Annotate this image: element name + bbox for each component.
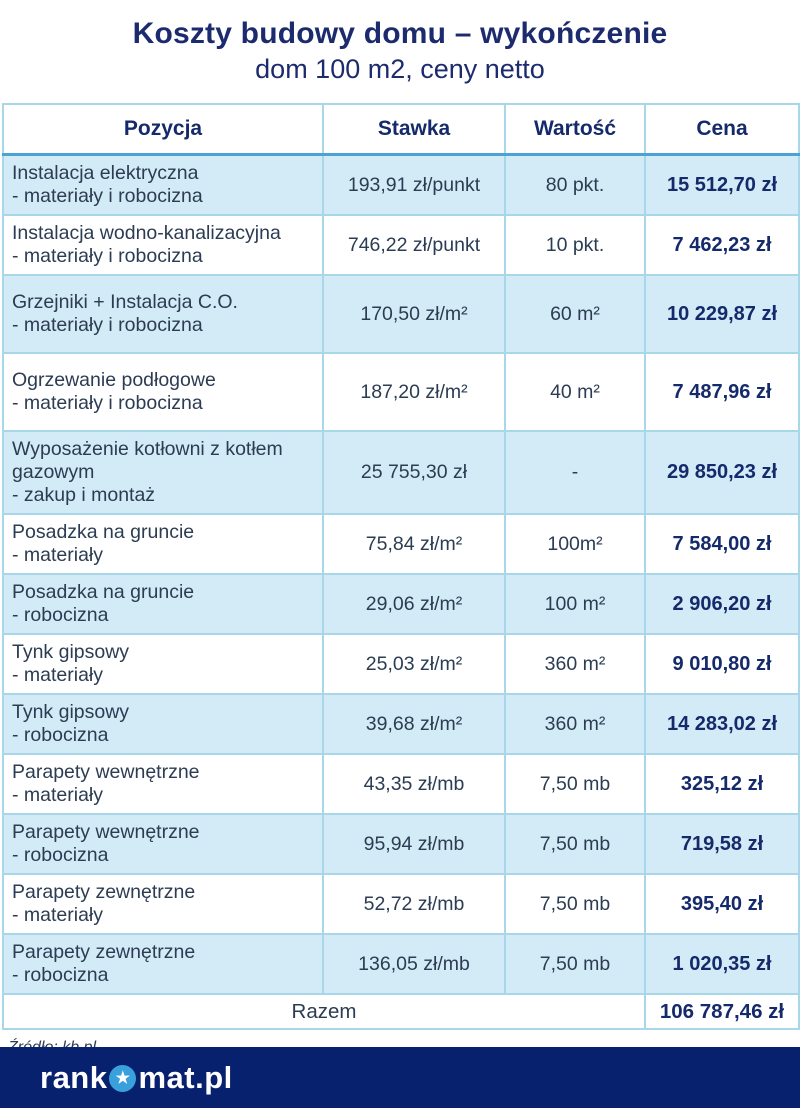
cell-cena: 325,12 zł	[645, 754, 799, 814]
table-body	[3, 155, 799, 995]
cell-stawka: 43,35 zł/mb	[323, 754, 505, 814]
cell-pozycja	[3, 514, 323, 574]
cost-table	[2, 103, 800, 1030]
cell-cena: 14 283,02 zł	[645, 694, 799, 754]
cell-pozycja	[3, 694, 323, 754]
page-header	[0, 0, 800, 85]
column-header-cena: Cena	[645, 104, 799, 155]
column-header-pozycja: Pozycja	[3, 104, 323, 155]
table-header	[3, 104, 799, 155]
item-name: Instalacja wodno-kanalizacyjna	[12, 222, 281, 244]
cell-wartosc: -	[505, 431, 645, 514]
cell-wartosc: 100 m²	[505, 574, 645, 634]
item-detail: - materiały i robocizna	[12, 392, 203, 414]
cell-stawka: 52,72 zł/mb	[323, 874, 505, 934]
cell-stawka: 39,68 zł/m²	[323, 694, 505, 754]
total-row	[3, 994, 799, 1029]
cell-stawka: 25,03 zł/m²	[323, 634, 505, 694]
cell-cena: 7 487,96 zł	[645, 353, 799, 431]
cell-cena: 15 512,70 zł	[645, 155, 799, 216]
table-footer	[3, 994, 799, 1029]
table-row	[3, 514, 799, 574]
item-detail: - robocizna	[12, 964, 109, 986]
cell-wartosc: 7,50 mb	[505, 874, 645, 934]
table-row	[3, 155, 799, 216]
cell-cena: 719,58 zł	[645, 814, 799, 874]
total-value: 106 787,46 zł	[645, 994, 799, 1029]
cell-wartosc: 60 m²	[505, 275, 645, 353]
item-detail: - materiały	[12, 544, 104, 566]
item-detail: - materiały	[12, 784, 104, 806]
item-detail: - zakup i montaż	[12, 484, 156, 506]
cell-stawka: 170,50 zł/m²	[323, 275, 505, 353]
column-header-stawka: Stawka	[323, 104, 505, 155]
table-row	[3, 814, 799, 874]
cell-stawka: 187,20 zł/m²	[323, 353, 505, 431]
item-detail: - robocizna	[12, 844, 109, 866]
cell-pozycja	[3, 934, 323, 994]
item-name: Instalacja elektryczna	[12, 162, 199, 184]
cell-pozycja	[3, 634, 323, 694]
header-row	[3, 104, 799, 155]
table-row	[3, 353, 799, 431]
cell-pozycja	[3, 155, 323, 216]
table-row	[3, 874, 799, 934]
footer-bar	[0, 1047, 800, 1108]
item-name: Parapety zewnętrzne	[12, 941, 196, 963]
item-name: Ogrzewanie podłogowe	[12, 369, 216, 391]
table-row	[3, 754, 799, 814]
cell-cena: 10 229,87 zł	[645, 275, 799, 353]
item-name: Parapety wewnętrzne	[12, 821, 200, 843]
item-detail: - materiały i robocizna	[12, 314, 203, 336]
item-detail: - robocizna	[12, 724, 109, 746]
cell-wartosc: 80 pkt.	[505, 155, 645, 216]
rankomat-logo	[40, 1060, 233, 1096]
cell-pozycja	[3, 275, 323, 353]
star-icon	[109, 1065, 136, 1092]
item-name: Parapety wewnętrzne	[12, 761, 200, 783]
cell-cena: 9 010,80 zł	[645, 634, 799, 694]
cell-pozycja	[3, 353, 323, 431]
item-detail: - materiały	[12, 664, 104, 686]
cell-cena: 2 906,20 zł	[645, 574, 799, 634]
cell-cena: 29 850,23 zł	[645, 431, 799, 514]
page-subtitle: dom 100 m2, ceny netto	[255, 54, 545, 84]
item-detail: - materiały i robocizna	[12, 185, 203, 207]
cell-cena: 395,40 zł	[645, 874, 799, 934]
star-glyph: ★	[115, 1069, 131, 1087]
page-title: Koszty budowy domu – wykończenie	[132, 17, 668, 50]
cell-stawka: 193,91 zł/punkt	[323, 155, 505, 216]
table-row	[3, 574, 799, 634]
table-row	[3, 431, 799, 514]
table-row	[3, 275, 799, 353]
cell-cena: 1 020,35 zł	[645, 934, 799, 994]
item-detail: - materiały i robocizna	[12, 245, 203, 267]
item-name: Wyposażenie kotłowni z kotłem gazowym	[12, 438, 283, 483]
total-label: Razem	[3, 994, 645, 1029]
item-name: Posadzka na gruncie	[12, 521, 195, 543]
column-header-wartosc: Wartość	[505, 104, 645, 155]
cell-wartosc: 100m²	[505, 514, 645, 574]
table-row	[3, 934, 799, 994]
cell-stawka: 29,06 zł/m²	[323, 574, 505, 634]
cell-pozycja	[3, 814, 323, 874]
cell-pozycja	[3, 874, 323, 934]
cell-pozycja	[3, 215, 323, 275]
table-row	[3, 634, 799, 694]
cell-wartosc: 10 pkt.	[505, 215, 645, 275]
item-name: Grzejniki + Instalacja C.O.	[12, 291, 238, 313]
cell-stawka: 95,94 zł/mb	[323, 814, 505, 874]
item-name: Tynk gipsowy	[12, 641, 130, 663]
item-name: Parapety zewnętrzne	[12, 881, 196, 903]
item-name: Posadzka na gruncie	[12, 581, 195, 603]
item-detail: - materiały	[12, 904, 104, 926]
cell-stawka: 746,22 zł/punkt	[323, 215, 505, 275]
cell-stawka: 25 755,30 zł	[323, 431, 505, 514]
logo-text-suffix: mat.pl	[138, 1059, 233, 1095]
cell-wartosc: 7,50 mb	[505, 814, 645, 874]
cell-wartosc: 40 m²	[505, 353, 645, 431]
cell-wartosc: 7,50 mb	[505, 934, 645, 994]
cell-cena: 7 584,00 zł	[645, 514, 799, 574]
table-row	[3, 215, 799, 275]
cell-wartosc: 360 m²	[505, 694, 645, 754]
cell-stawka: 136,05 zł/mb	[323, 934, 505, 994]
cell-stawka: 75,84 zł/m²	[323, 514, 505, 574]
cell-cena: 7 462,23 zł	[645, 215, 799, 275]
cell-pozycja	[3, 431, 323, 514]
cell-wartosc: 360 m²	[505, 634, 645, 694]
item-name: Tynk gipsowy	[12, 701, 130, 723]
cell-wartosc: 7,50 mb	[505, 754, 645, 814]
logo-text-prefix: rank	[40, 1059, 108, 1095]
item-detail: - robocizna	[12, 604, 109, 626]
table-row	[3, 694, 799, 754]
cell-pozycja	[3, 754, 323, 814]
cell-pozycja	[3, 574, 323, 634]
